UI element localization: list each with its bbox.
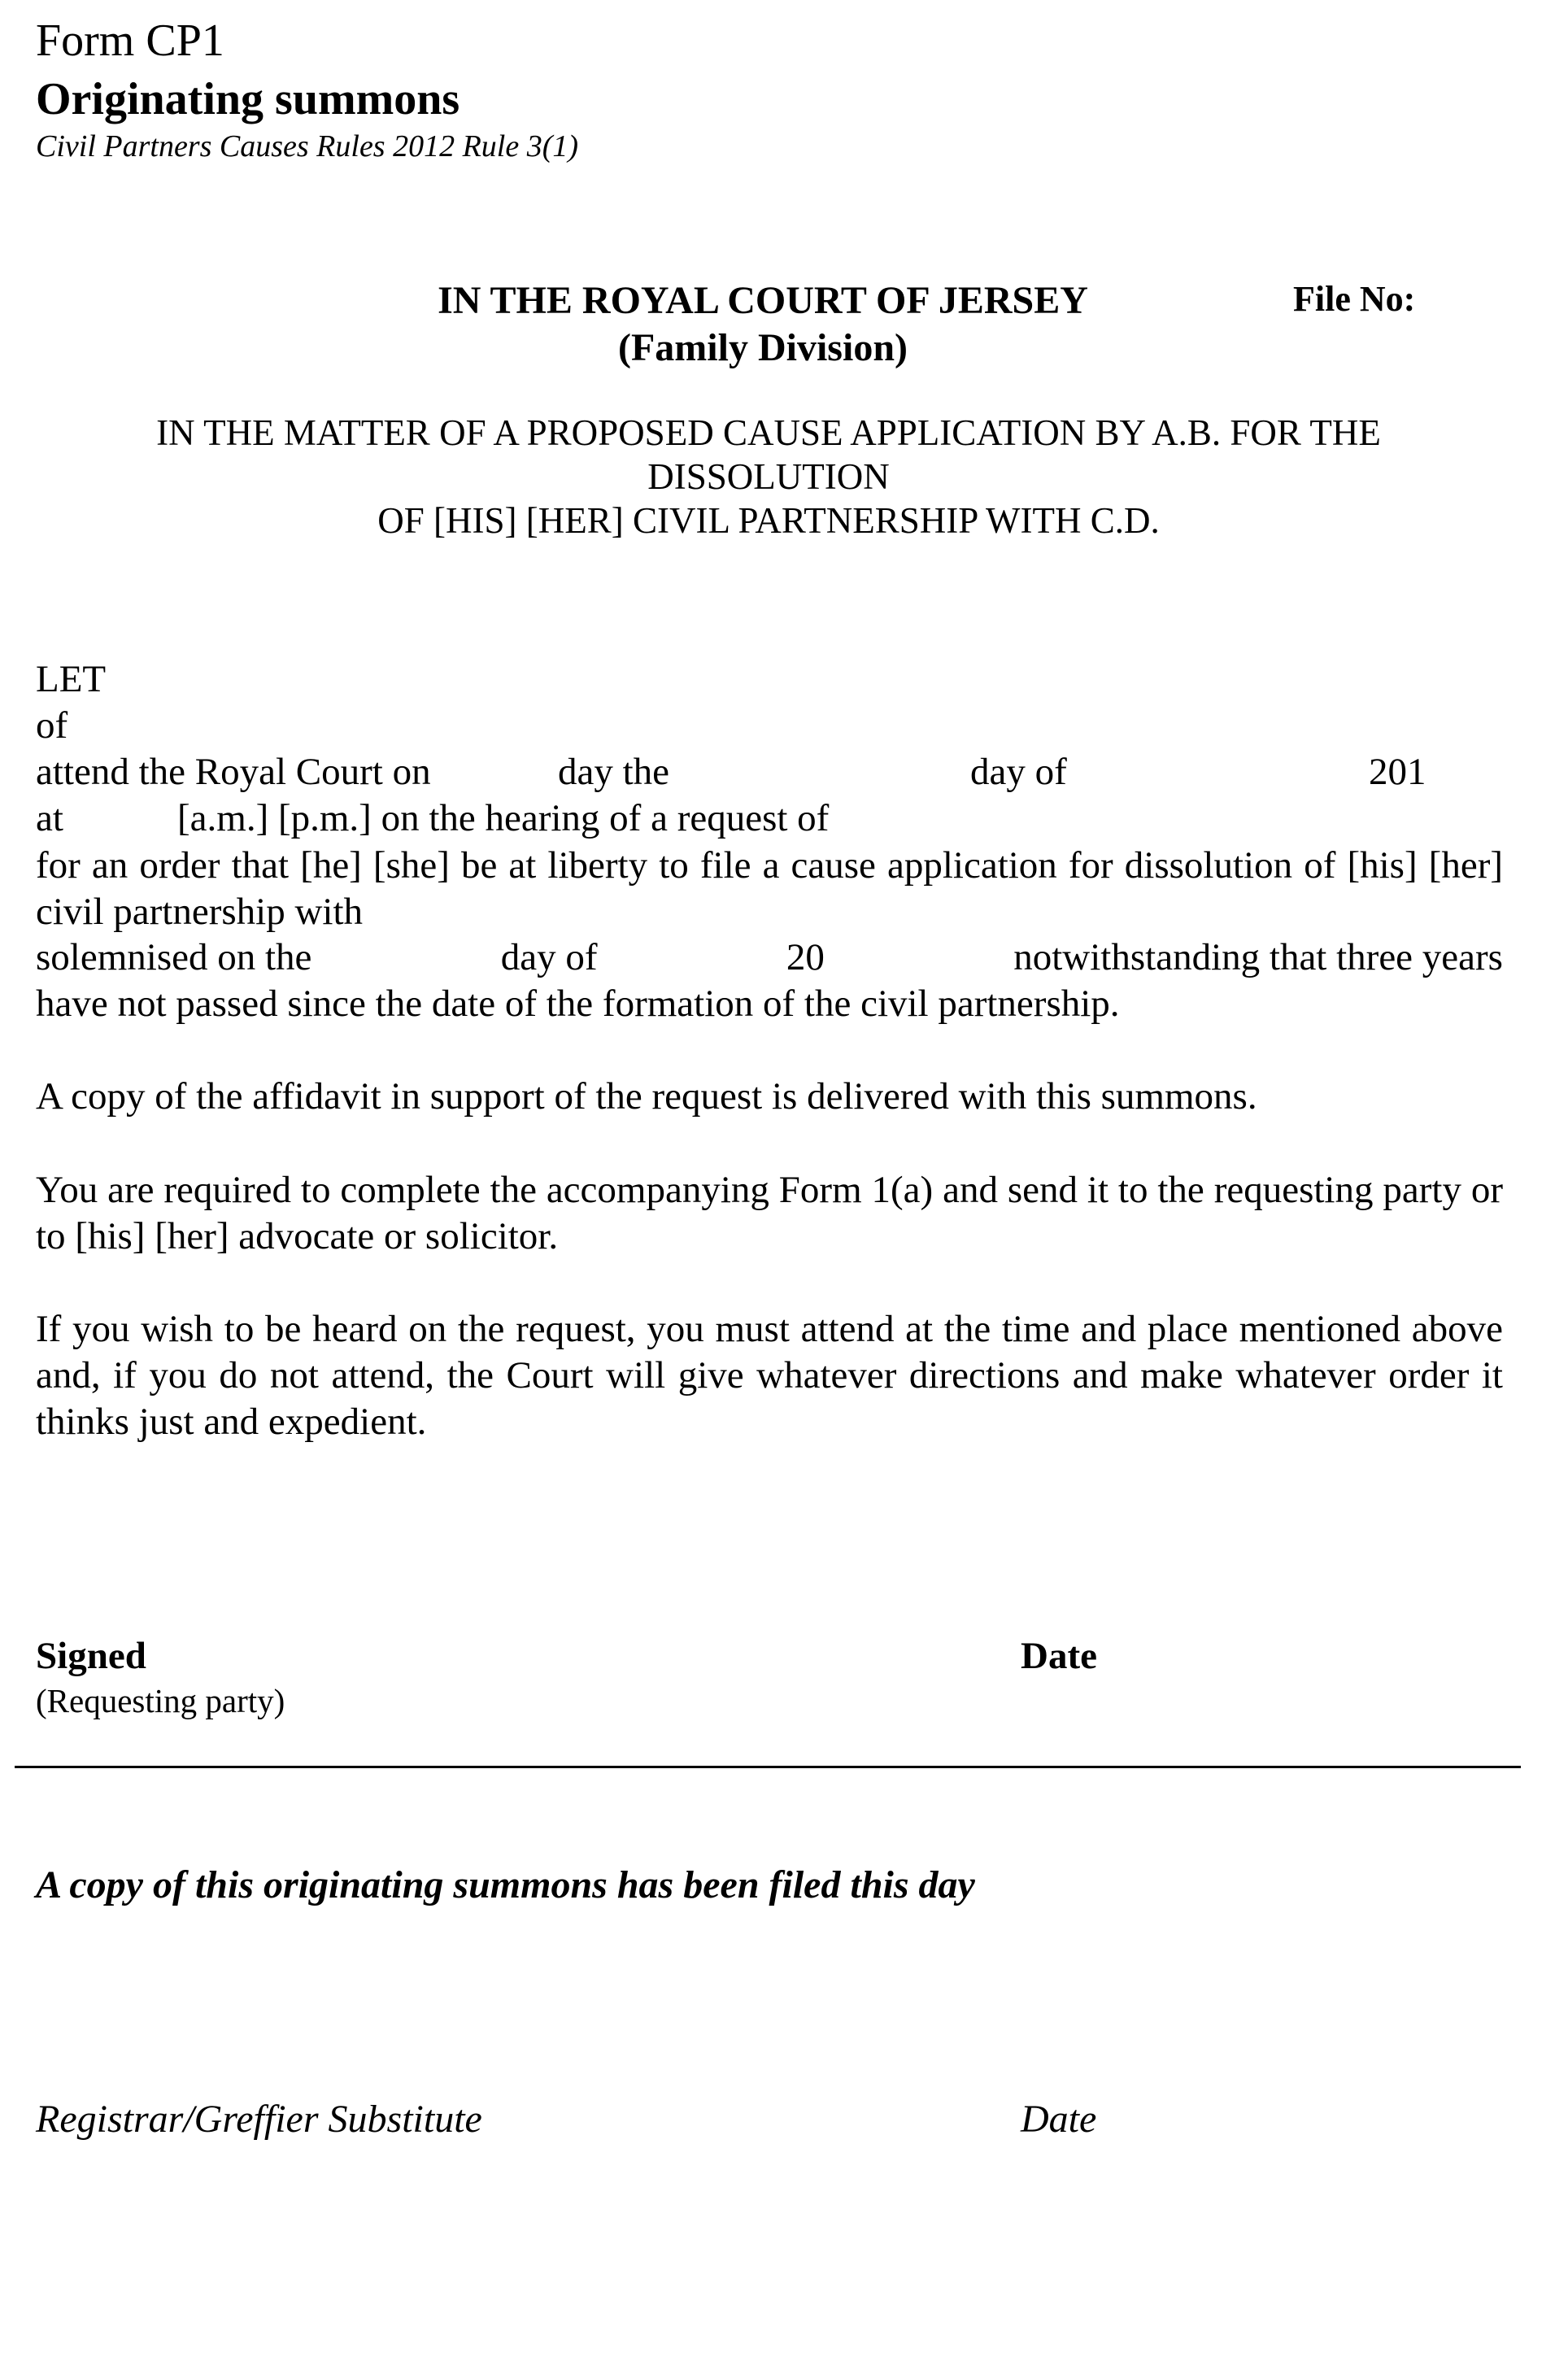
court-name: IN THE ROYAL COURT OF JERSEY	[438, 279, 1088, 322]
matter-line-2: DISSOLUTION	[647, 456, 890, 497]
day-of-2: day of	[500, 936, 598, 978]
requesting-party-label: (Requesting party)	[36, 1682, 285, 1719]
file-no-label: File No:	[1293, 279, 1416, 319]
heard-paragraph: If you wish to be heard on the request, you must attend at the time and place mentioned above and, if you do not attend, the Court will give whatever directions and make whatever order it thinks just and expedient.	[36, 1308, 1503, 1443]
required-paragraph: You are required to complete the accompanying Form 1(a) and send it to the requesting party or to [his] [her] advocate or solicitor.	[36, 1169, 1503, 1257]
court-division: (Family Division)	[618, 326, 908, 369]
notwithstanding-text: notwithstanding that three years	[1013, 936, 1503, 978]
form-title: Originating summons	[36, 74, 460, 124]
year-prefix-2: 20	[786, 936, 825, 978]
year-prefix: 201	[1369, 751, 1426, 793]
let-text: LET	[36, 658, 107, 700]
day-the-text: day the	[558, 751, 670, 793]
signature-date-label: Date	[1021, 1635, 1097, 1677]
filed-note: A copy of this originating summons has been filed this day	[36, 1863, 975, 1906]
rule-reference: Civil Partners Causes Rules 2012 Rule 3(1)	[36, 129, 579, 163]
day-of-text: day of	[970, 751, 1067, 793]
solemnised-on: solemnised on the	[36, 936, 312, 978]
not-passed-text: have not passed since the date of the formation of the civil partnership.	[36, 983, 1120, 1025]
divider-line	[15, 1766, 1521, 1768]
at-text: at	[36, 797, 63, 839]
affidavit-paragraph: A copy of the affidavit in support of the request is delivered with this summons.	[36, 1075, 1257, 1118]
order-text: for an order that [he] [she] be at liberty to file a cause application for dissolution of [his] [her] civil partnership with	[36, 844, 1503, 933]
solemnised-line	[36, 935, 1503, 979]
of-text: of	[36, 704, 68, 747]
attend-prefix: attend the Royal Court on	[36, 751, 431, 793]
matter-line-1: IN THE MATTER OF A PROPOSED CAUSE APPLICATION BY A.B. FOR THE	[156, 412, 1381, 453]
registrar-label: Registrar/Greffier Substitute	[36, 2098, 482, 2141]
time-text: [a.m.] [p.m.] on the hearing of a request of	[177, 797, 830, 839]
matter-heading	[122, 411, 1415, 542]
form-number: Form CP1	[36, 15, 224, 66]
signed-label: Signed	[36, 1635, 146, 1677]
matter-line-3: OF [HIS] [HER] CIVIL PARTNERSHIP WITH C.D.	[377, 500, 1160, 541]
registrar-date-label: Date	[1021, 2098, 1097, 2141]
